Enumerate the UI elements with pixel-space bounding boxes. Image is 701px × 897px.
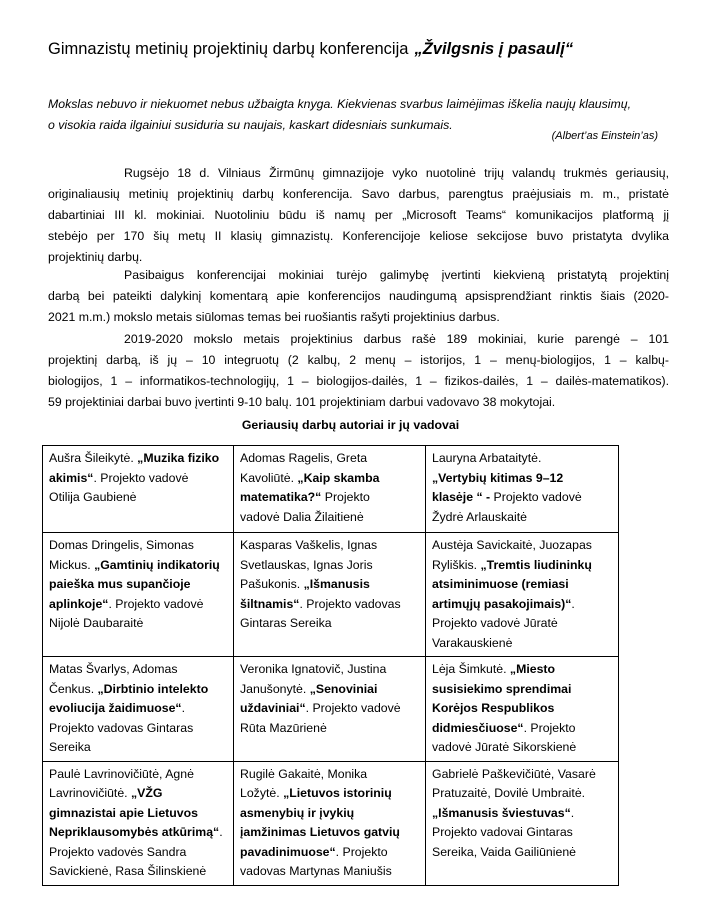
cell-line	[240, 449, 419, 469]
cell-line	[432, 614, 612, 634]
cell-text: Austėja Savickaitė, Juozapas	[432, 538, 592, 552]
cell-text: Projekto vadovas Gintaras	[49, 720, 194, 735]
cell-text: .	[570, 805, 575, 820]
cell-text: Veronika Ignatovič, Justina	[240, 662, 387, 676]
cell-line	[49, 449, 227, 469]
cell-line	[49, 719, 227, 739]
paragraph-line: projektinių darbų.	[48, 250, 143, 264]
paragraph-line: dabartiniai III kl. mokiniai. Nuotoliniu būdu iš namų per „Microsoft Teams“ komunikacijos platformą jį	[48, 208, 669, 222]
cell-text: Pratuzaitė, Dovilė Umbraitė.	[432, 786, 586, 800]
cell-text: Gabrielė Paškevičiūtė, Vasarė	[432, 766, 596, 781]
cell-line	[432, 680, 612, 700]
cell-line	[432, 784, 612, 804]
cell-text: Projekto vadovės Sandra	[49, 844, 187, 859]
cell-text: Savickienė, Rasa Šilinskienė	[49, 864, 207, 878]
project-title-text: asmenybių ir įvykių	[240, 805, 355, 820]
table-title: Geriausių darbų autoriai ir jų vadovai	[241, 418, 460, 432]
cell-text: Kasparas Vaškelis, Ignas	[240, 538, 378, 552]
cell-text: Svetlauskas, Ignas Joris	[240, 557, 373, 572]
table-cell	[426, 657, 619, 762]
cell-text: vadovas Martynas Maniušis	[240, 864, 392, 878]
table-cell	[43, 533, 234, 657]
paragraph-line: darbą bei pateikti dalykinį komentarą apie konferencijos naudingumą apsisprendžiant rinktis šiais (2020-	[48, 289, 669, 303]
quote-author: (Albert’as Einstein’as)	[551, 130, 658, 142]
project-title-text: „Gamtinių indikatorių	[94, 557, 220, 572]
project-title-text: matematika?“	[240, 490, 322, 504]
paragraph-1	[48, 163, 669, 268]
paragraph-3	[48, 329, 669, 413]
cell-text: Adomas Ragelis, Greta	[240, 451, 368, 465]
cell-text: Rugilė Gakaitė, Monika	[240, 766, 368, 781]
cell-text: Domas Dringelis, Simonas	[49, 538, 194, 552]
cell-text: Sereika	[49, 740, 91, 754]
cell-line	[240, 660, 419, 680]
project-title-text: didmiesčiuose“	[432, 720, 524, 735]
cell-line	[240, 719, 419, 739]
table-cell	[234, 533, 426, 657]
cell-line	[432, 488, 612, 508]
cell-line	[49, 595, 227, 615]
table-cell	[43, 657, 234, 762]
cell-line	[49, 804, 227, 824]
cell-text: Mickus.	[49, 557, 95, 572]
table-cell	[426, 446, 619, 533]
project-title-text: susisiekimo sprendimai	[432, 681, 572, 696]
cell-text: Sereika, Vaida Gailiūnienė	[432, 844, 577, 859]
project-title-text: atsiminimuose (remiasi	[432, 577, 569, 591]
cell-line	[432, 699, 612, 719]
cell-line	[432, 719, 612, 739]
project-title-text: „Senoviniai	[309, 681, 378, 696]
page-title	[48, 40, 573, 59]
cell-line	[240, 765, 419, 785]
cell-text: . Projekto	[335, 844, 388, 859]
cell-text: Varakauskienė	[432, 635, 513, 650]
project-title-text: „Kaip skamba	[297, 470, 380, 485]
cell-line	[432, 765, 612, 785]
cell-line	[432, 738, 612, 758]
cell-line	[432, 660, 612, 680]
cell-line	[432, 634, 612, 654]
cell-line	[240, 862, 419, 882]
cell-line	[432, 843, 612, 863]
cell-line	[49, 699, 227, 719]
cell-line	[240, 508, 419, 528]
cell-line	[240, 843, 419, 863]
cell-text: Ryliškis.	[432, 557, 481, 572]
table-cell	[426, 533, 619, 657]
table-row	[43, 761, 619, 885]
project-title-text: „Vertybių kitimas 9–12	[432, 470, 564, 485]
project-title-text: „Miesto	[509, 662, 556, 676]
cell-line	[49, 765, 227, 785]
cell-text: Lauryna Arbataitytė.	[432, 451, 542, 465]
project-title-text: gimnazistai apie Lietuvos	[49, 805, 198, 820]
cell-text: Otilija Gaubienė	[49, 490, 137, 504]
table-cell	[43, 446, 234, 533]
cell-line	[240, 488, 419, 508]
cell-line	[432, 449, 612, 469]
paragraph-line: stebėjo per 170 šių metų II klasių gimnazistų. Konferencijoje keliose sekcijose buvo pristatyta dvylika	[48, 229, 669, 243]
cell-text: .	[219, 825, 223, 839]
cell-line	[240, 784, 419, 804]
cell-line	[49, 614, 227, 634]
cell-line	[49, 469, 227, 489]
cell-text: Janušonytė.	[240, 681, 310, 696]
project-title-text: pavadinimuose“	[240, 844, 336, 859]
paragraph-line: biologijos, 1 – informatikos-technologijų, 1 – biologijos-dailės, 1 – fizikos-dailės, 1 – dailės-matematikos).	[48, 374, 669, 388]
cell-line	[49, 784, 227, 804]
cell-text: Matas Švarlys, Adomas	[49, 662, 178, 676]
cell-line	[49, 823, 227, 843]
paragraph-line: 2021 m.m.) mokslo metais siūlomas temas bei ruošiantis rašyti projektinius darbus.	[48, 310, 500, 324]
cell-text: . Projekto vadovė	[93, 470, 189, 485]
cell-line	[432, 469, 612, 489]
cell-line	[240, 823, 419, 843]
cell-line	[432, 595, 612, 615]
paragraph-line: 59 projektiniai darbai buvo įvertinti 9-10 balų. 101 projektiniam darbui vadovavo 38 mokytojai.	[48, 395, 556, 409]
paragraph-line: originaliausių metinių projektinių darbų konferencija. Savo darbus, parengtus praėjusiais m. m., pristatė	[48, 187, 669, 201]
project-title-text: „Išmanusis šviestuvas“	[432, 805, 571, 820]
cell-line	[49, 843, 227, 863]
project-title-text: šiltnamis“	[240, 596, 300, 611]
cell-text: . Projekto vadovė	[108, 596, 204, 611]
cell-text: Kavoliūtė.	[240, 470, 298, 485]
project-title-text: įamžinimas Lietuvos gatvių	[240, 825, 400, 839]
cell-line	[240, 804, 419, 824]
project-title-text: aplinkoje“	[49, 596, 109, 611]
cell-line	[49, 862, 227, 882]
cell-text: Nijolė Daubaraitė	[49, 616, 144, 630]
cell-text: Projekto vadovė Jūratė	[432, 616, 558, 630]
project-title-text: evoliucija žaidimuose“	[49, 701, 182, 715]
table-cell	[234, 446, 426, 533]
cell-line	[240, 699, 419, 719]
cell-line	[432, 556, 612, 576]
project-title-text: uždaviniai“	[240, 701, 306, 715]
quote-line: Mokslas nebuvo ir niekuomet nebus užbaigta knyga. Kiekvienas svarbus laimėjimas iškelia naujų klausimų,	[48, 97, 632, 111]
cell-line	[240, 595, 419, 615]
title-main: Gimnazistų metinių projektinių darbų konferencija	[48, 40, 409, 58]
cell-line	[432, 823, 612, 843]
project-title-text: „Dirbtinio intelekto	[97, 681, 209, 696]
cell-text: . Projekto vadovė	[305, 701, 401, 715]
cell-line	[432, 804, 612, 824]
cell-text: Gintaras Sereika	[240, 616, 332, 630]
cell-text: Projekto	[321, 490, 370, 504]
project-title-text: „Muzika fiziko	[137, 451, 220, 465]
cell-text: vadovė Jūratė Sikorskienė	[432, 740, 577, 754]
cell-text: Žydrė Arlauskaitė	[432, 509, 528, 524]
quote-line: o visokia raida ilgainiui susiduria su naujais, kaskart didesniais sunkumais.	[48, 118, 453, 132]
project-title-text: klasėje “ -	[432, 490, 494, 504]
paragraph-line: Rugsėjo 18 d. Vilniaus Žirmūnų gimnazijoje vyko nuotolinė trijų valandų trukmės geriausių,	[124, 166, 669, 180]
project-title-text: „VŽG	[131, 786, 163, 800]
cell-text: Ložytė.	[240, 786, 284, 800]
cell-line	[49, 575, 227, 595]
cell-line	[49, 680, 227, 700]
cell-text: .	[571, 596, 575, 611]
table-row	[43, 533, 619, 657]
cell-text: Pašukonis.	[240, 577, 304, 591]
cell-line	[49, 536, 227, 556]
paragraph-line: 2019-2020 mokslo metais projektinius darbus rašė 189 mokiniai, kurie parengė – 101	[124, 332, 669, 346]
cell-text: Paulė Lavrinovičiūtė, Agnė	[49, 766, 194, 781]
cell-line	[240, 536, 419, 556]
paragraph-line: Pasibaigus konferencijai mokiniai turėjo galimybę įvertinti kiekvieną pristatytą projektinį	[124, 268, 669, 282]
cell-line	[432, 508, 612, 528]
cell-text: Projekto vadovai Gintaras	[432, 825, 573, 839]
cell-text: Rūta Mazūrienė	[240, 720, 327, 735]
cell-text: Lėja Šimkutė.	[432, 662, 510, 676]
project-title-text: akimis“	[49, 470, 94, 485]
paragraph-2	[48, 265, 669, 328]
project-title-text: „Išmanusis	[303, 577, 370, 591]
cell-text: Projekto vadovė	[493, 490, 582, 504]
cell-text: Lavrinovičiūtė.	[49, 786, 132, 800]
cell-line	[49, 488, 227, 508]
project-title-text: artimųjų pasakojimais)“	[432, 596, 572, 611]
cell-line	[49, 660, 227, 680]
cell-line	[432, 536, 612, 556]
project-title-text: Korėjos Respublikos	[432, 701, 555, 715]
cell-line	[240, 614, 419, 634]
table-cell	[234, 761, 426, 885]
table-row	[43, 657, 619, 762]
cell-line	[49, 738, 227, 758]
project-title-text: „Lietuvos istorinių	[283, 786, 392, 800]
cell-line	[432, 575, 612, 595]
cell-line	[240, 680, 419, 700]
best-works-table	[42, 445, 619, 886]
cell-line	[240, 556, 419, 576]
cell-line	[49, 556, 227, 576]
cell-line	[240, 575, 419, 595]
cell-text: .	[181, 701, 185, 715]
project-title-text: Nepriklausomybės atkūrimą“	[49, 825, 220, 839]
cell-text: . Projekto vadovas	[299, 596, 401, 611]
table-cell	[43, 761, 234, 885]
cell-text: . Projekto	[523, 720, 576, 735]
cell-line	[240, 469, 419, 489]
project-title-text: paieška mus supančioje	[49, 577, 191, 591]
cell-text: Aušra Šileikytė.	[49, 451, 138, 465]
cell-text: vadovė Dalia Žilaitienė	[240, 509, 364, 524]
table-cell	[426, 761, 619, 885]
paragraph-line: projektinį darbą, iš jų – 10 integruotų (2 kalbų, 2 menų – istorijos, 1 – menų-biologijos, 1 – kalbų-	[48, 353, 669, 367]
project-title-text: „Tremtis liudininkų	[480, 557, 592, 572]
cell-text: Čenkus.	[49, 681, 98, 696]
title-highlight: „Žvilgsnis į pasaulį“	[414, 40, 574, 58]
table-row	[43, 446, 619, 533]
table-cell	[234, 657, 426, 762]
